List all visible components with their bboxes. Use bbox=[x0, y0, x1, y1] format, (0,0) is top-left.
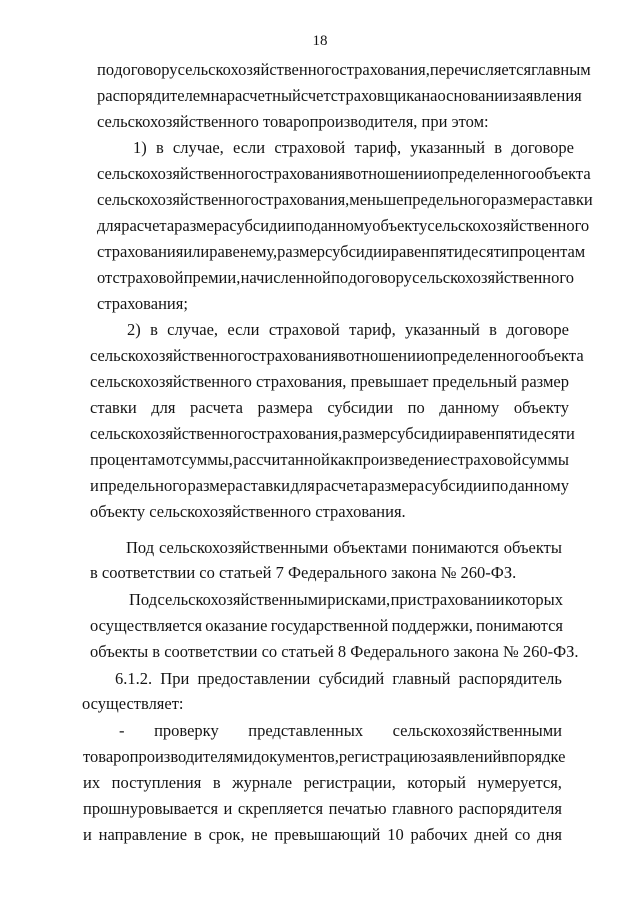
word: размер bbox=[342, 424, 391, 443]
word: страхования bbox=[258, 164, 346, 183]
word: которых bbox=[504, 590, 563, 609]
word: по bbox=[491, 476, 509, 495]
word: - bbox=[119, 721, 125, 740]
word: ставки bbox=[546, 190, 593, 209]
text-line bbox=[83, 747, 566, 767]
word: сельскохозяйственного bbox=[177, 60, 340, 79]
word: сельскохозяйственными bbox=[157, 590, 327, 609]
word: субсидии bbox=[424, 476, 491, 495]
text-line bbox=[90, 616, 563, 636]
word: данному bbox=[439, 398, 500, 417]
word: при bbox=[390, 590, 417, 609]
word: документов, bbox=[252, 747, 339, 766]
text-line bbox=[83, 773, 562, 793]
word: и bbox=[90, 476, 99, 495]
word: в bbox=[193, 825, 202, 844]
text-line bbox=[97, 190, 593, 210]
word: государственной bbox=[270, 616, 389, 635]
word: объектами bbox=[333, 538, 408, 557]
word: рабочих bbox=[410, 825, 468, 844]
word: представленных bbox=[248, 721, 364, 740]
word: расчета bbox=[121, 216, 175, 235]
word: равен bbox=[455, 424, 496, 443]
text-line bbox=[83, 825, 562, 845]
word: предоставлении bbox=[197, 669, 311, 688]
word: предельного bbox=[99, 476, 187, 495]
word: журнале bbox=[232, 773, 293, 792]
word: печатью bbox=[328, 799, 387, 818]
word: дня bbox=[537, 825, 562, 844]
text-line bbox=[90, 398, 569, 418]
word: по bbox=[331, 268, 349, 287]
word: объекты bbox=[503, 538, 562, 557]
word: распорядитель bbox=[458, 669, 562, 688]
word: который bbox=[407, 773, 466, 792]
word: главным bbox=[531, 60, 591, 79]
text-line bbox=[90, 424, 575, 444]
text-line: объекты в соответствии со статьей 8 Федерального закона № 260-ФЗ. bbox=[90, 642, 579, 661]
word: проверку bbox=[154, 721, 219, 740]
text-line bbox=[97, 242, 586, 262]
word: договоре bbox=[506, 320, 569, 339]
word: страхования, bbox=[255, 372, 347, 391]
word: произведение bbox=[353, 450, 450, 469]
word: для bbox=[290, 476, 315, 495]
text-line bbox=[90, 476, 569, 496]
text-line bbox=[97, 216, 590, 236]
word: страхования, bbox=[251, 424, 343, 443]
word: размера bbox=[490, 190, 546, 209]
word: ставки bbox=[243, 476, 290, 495]
text-line: объекту сельскохозяйственного страхования. bbox=[90, 502, 406, 521]
text-line bbox=[115, 669, 562, 689]
text-line bbox=[90, 346, 584, 366]
word: субсидии bbox=[390, 424, 456, 443]
word: размера bbox=[369, 476, 425, 495]
word: субсидий bbox=[318, 669, 385, 688]
word: и bbox=[223, 799, 233, 818]
word: страхования bbox=[97, 242, 184, 261]
word: сельскохозяйственного bbox=[97, 164, 259, 183]
word: размера bbox=[187, 476, 243, 495]
word: 10 bbox=[387, 825, 404, 844]
word: субсидии bbox=[325, 242, 391, 261]
word: главный bbox=[392, 669, 451, 688]
word: процентам bbox=[509, 242, 586, 261]
word: объекта bbox=[529, 346, 584, 365]
word: страховой bbox=[450, 450, 522, 469]
word: сельскохозяйственного bbox=[90, 424, 252, 443]
word: дней bbox=[474, 825, 508, 844]
word: размера bbox=[257, 398, 313, 417]
text-line: страхования; bbox=[97, 294, 188, 313]
word: распорядителя bbox=[458, 799, 562, 818]
word: счет bbox=[300, 86, 331, 105]
word: сельскохозяйственными bbox=[392, 721, 562, 740]
word: если bbox=[227, 320, 260, 339]
text-line bbox=[97, 60, 591, 80]
word: нумеруется, bbox=[477, 773, 562, 792]
word: рассчитанной bbox=[233, 450, 330, 469]
word: страховщика bbox=[330, 86, 422, 105]
word: сельскохозяйственного bbox=[90, 346, 252, 365]
word: Под bbox=[129, 590, 158, 609]
word: равен bbox=[209, 242, 249, 261]
text-line bbox=[97, 268, 574, 288]
word: от bbox=[165, 450, 182, 469]
word: начисленной bbox=[240, 268, 331, 287]
word: заявлений bbox=[430, 747, 502, 766]
word: При bbox=[160, 669, 190, 688]
word: объекту bbox=[372, 216, 428, 235]
word: распорядителем bbox=[97, 86, 211, 105]
word: размер bbox=[277, 242, 326, 261]
word: понимаются bbox=[476, 616, 563, 635]
word: страхования, bbox=[339, 60, 430, 79]
word: не bbox=[251, 825, 268, 844]
text-line bbox=[119, 721, 562, 741]
word: пятидесяти bbox=[430, 242, 510, 261]
word: данному bbox=[508, 476, 569, 495]
word: пятидесяти bbox=[495, 424, 575, 443]
word: в bbox=[338, 346, 346, 365]
text-line bbox=[97, 164, 591, 184]
word: страхования bbox=[251, 346, 339, 365]
text-line bbox=[83, 799, 562, 819]
word: в bbox=[150, 320, 158, 339]
word: в bbox=[489, 320, 497, 339]
word: размер bbox=[521, 372, 569, 391]
text-line bbox=[133, 138, 574, 158]
word: указанный bbox=[410, 138, 486, 157]
word: страховании bbox=[416, 590, 505, 609]
word: заявления bbox=[511, 86, 582, 105]
word: определенного bbox=[424, 346, 530, 365]
word: субсидии bbox=[327, 398, 394, 417]
word: превышающий bbox=[274, 825, 381, 844]
word: отношении bbox=[345, 346, 425, 365]
text-line bbox=[90, 450, 569, 470]
word: субсидии bbox=[229, 216, 296, 235]
word: сельскохозяйственного bbox=[97, 190, 259, 209]
word: объекта bbox=[536, 164, 591, 183]
text-line bbox=[126, 538, 562, 558]
word: для bbox=[97, 216, 122, 235]
text-line bbox=[90, 372, 569, 392]
word: в bbox=[494, 138, 503, 157]
word: ставки bbox=[90, 398, 137, 417]
word: сельскохозяйственного bbox=[90, 372, 252, 391]
word: сельскохозяйственными bbox=[159, 538, 329, 557]
word: 1) bbox=[133, 138, 147, 157]
word: скрепляется bbox=[237, 799, 324, 818]
word: по bbox=[97, 60, 115, 79]
word: тариф, bbox=[354, 138, 402, 157]
word: объекту bbox=[513, 398, 569, 417]
word: прошнуровывается bbox=[83, 799, 219, 818]
word: сельскохозяйственного bbox=[412, 268, 574, 287]
word: срок, bbox=[208, 825, 245, 844]
word: суммы, bbox=[181, 450, 233, 469]
word: от bbox=[97, 268, 113, 287]
text-line bbox=[127, 320, 569, 340]
text-line bbox=[129, 590, 563, 610]
word: расчета bbox=[190, 398, 243, 417]
word: указанный bbox=[405, 320, 480, 339]
word: порядке bbox=[509, 747, 566, 766]
word: оказание bbox=[205, 616, 268, 635]
word: рисками, bbox=[327, 590, 391, 609]
word: в bbox=[155, 138, 164, 157]
word: как bbox=[330, 450, 354, 469]
text-line: осуществляет: bbox=[82, 694, 184, 713]
text-line: сельскохозяйственного товаропроизводителя, при этом: bbox=[97, 112, 489, 131]
word: страхования, bbox=[258, 190, 350, 209]
page-number: 18 bbox=[312, 33, 328, 49]
word: тариф, bbox=[349, 320, 396, 339]
word: договоре bbox=[511, 138, 574, 157]
word: предельный bbox=[432, 372, 517, 391]
word: товаропроизводителями bbox=[83, 747, 253, 766]
word: превышает bbox=[350, 372, 429, 391]
word: премии, bbox=[183, 268, 241, 287]
word: случае, bbox=[167, 320, 219, 339]
word: процентам bbox=[90, 450, 166, 469]
word: понимаются bbox=[412, 538, 499, 557]
word: страховой bbox=[274, 138, 346, 157]
word: расчета bbox=[315, 476, 369, 495]
word: случае, bbox=[172, 138, 224, 157]
word: со bbox=[514, 825, 531, 844]
word: размера bbox=[174, 216, 230, 235]
word: определенного bbox=[431, 164, 537, 183]
word: на bbox=[210, 86, 227, 105]
word: для bbox=[151, 398, 176, 417]
word: договору bbox=[114, 60, 178, 79]
word: расчетный bbox=[226, 86, 301, 105]
word: если bbox=[233, 138, 266, 157]
word: договору bbox=[348, 268, 412, 287]
word: по bbox=[407, 398, 425, 417]
text-line: в соответствии со статьей 7 Федерального закона № 260-ФЗ. bbox=[90, 563, 517, 582]
word: данному bbox=[312, 216, 373, 235]
word: на bbox=[421, 86, 438, 105]
word: поступления bbox=[111, 773, 202, 792]
word: главного bbox=[392, 799, 454, 818]
word: регистрации, bbox=[303, 773, 396, 792]
word: отношении bbox=[352, 164, 432, 183]
word: сельскохозяйственного bbox=[427, 216, 590, 235]
word: в bbox=[345, 164, 353, 183]
word: страховой bbox=[112, 268, 184, 287]
word: страховой bbox=[268, 320, 340, 339]
word: регистрацию bbox=[338, 747, 431, 766]
word: равен bbox=[390, 242, 431, 261]
text-line bbox=[97, 86, 582, 106]
word: суммы bbox=[521, 450, 569, 469]
word: в bbox=[212, 773, 221, 792]
word: 6.1.2. bbox=[115, 669, 153, 688]
word: основании bbox=[437, 86, 512, 105]
word: Под bbox=[126, 538, 155, 557]
word: их bbox=[83, 773, 101, 792]
word: меньше bbox=[349, 190, 404, 209]
word: или bbox=[183, 242, 210, 261]
word: предельного bbox=[403, 190, 491, 209]
word: по bbox=[295, 216, 313, 235]
word: поддержки, bbox=[391, 616, 473, 635]
word: в bbox=[501, 747, 510, 766]
word: осуществляется bbox=[90, 616, 203, 635]
word: и bbox=[83, 825, 92, 844]
word: 2) bbox=[127, 320, 141, 339]
word: направление bbox=[98, 825, 188, 844]
word: перечисляется bbox=[429, 60, 532, 79]
word: ему, bbox=[248, 242, 278, 261]
